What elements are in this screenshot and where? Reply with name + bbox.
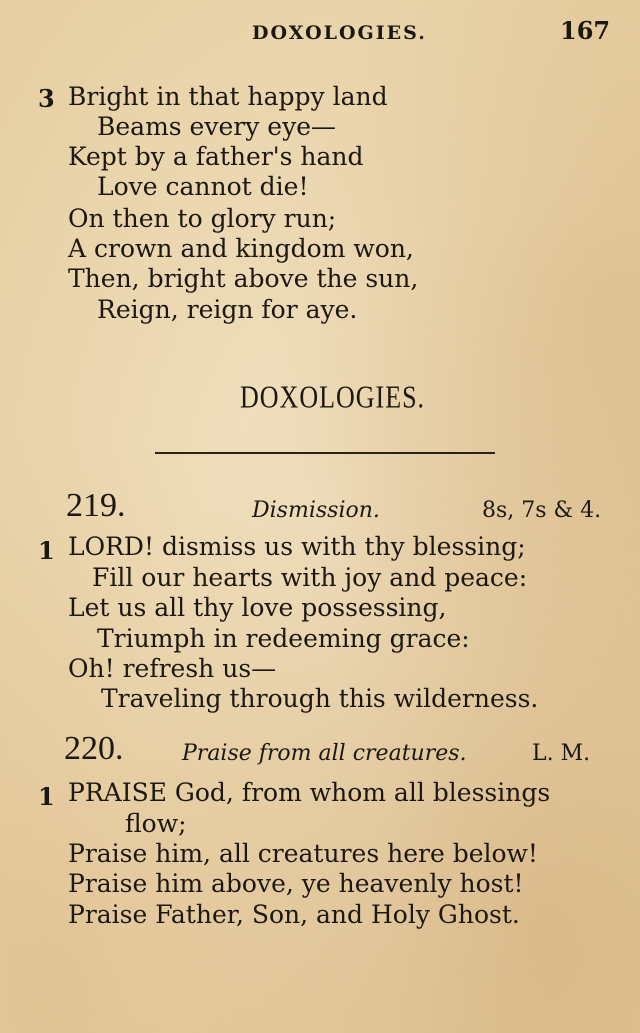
verse-line: Triumph in redeeming grace: bbox=[97, 624, 470, 653]
verse-line: Love cannot die! bbox=[97, 172, 309, 201]
verse-line: Kept by a father's hand bbox=[68, 142, 364, 171]
verse-number: 1 bbox=[38, 782, 55, 811]
verse-line: On then to glory run; bbox=[68, 204, 337, 233]
verse-line: Traveling through this wilderness. bbox=[101, 684, 539, 713]
verse-line: Praise him above, ye heavenly host! bbox=[68, 869, 524, 898]
verse-line: Then, bright above the sun, bbox=[68, 264, 419, 293]
hymn-meter: 8s, 7s & 4. bbox=[482, 498, 602, 523]
verse-line: Praise Father, Son, and Holy Ghost. bbox=[68, 900, 520, 929]
stanza-number: 3 bbox=[38, 84, 55, 113]
verse-line: Bright in that happy land bbox=[68, 82, 388, 111]
hymn-number: 219. bbox=[66, 487, 126, 524]
verse-line: Reign, reign for aye. bbox=[97, 295, 358, 324]
running-head: DOXOLOGIES. bbox=[252, 22, 427, 44]
verse-line: flow; bbox=[125, 809, 187, 838]
verse-line: Fill our hearts with joy and peace: bbox=[92, 563, 528, 592]
verse-line: Oh! refresh us— bbox=[68, 654, 277, 683]
verse-line: PRAISE God, from whom all blessings bbox=[68, 778, 551, 807]
hymn-title: Dismission. bbox=[252, 498, 380, 523]
hymn-title: Praise from all creatures. bbox=[182, 741, 467, 766]
hymn-number: 220. bbox=[64, 730, 124, 767]
verse-line: LORD! dismiss us with thy blessing; bbox=[68, 532, 526, 561]
verse-number: 1 bbox=[38, 536, 55, 565]
verse-line: Beams every eye— bbox=[97, 112, 337, 141]
verse-line: Let us all thy love possessing, bbox=[68, 593, 447, 622]
divider-rule bbox=[155, 452, 495, 454]
page-number: 167 bbox=[560, 16, 611, 45]
section-title: DOXOLOGIES. bbox=[240, 380, 426, 415]
verse-line: A crown and kingdom won, bbox=[68, 234, 414, 263]
hymn-meter: L. M. bbox=[532, 741, 591, 766]
verse-line: Praise him, all creatures here below! bbox=[68, 839, 538, 868]
